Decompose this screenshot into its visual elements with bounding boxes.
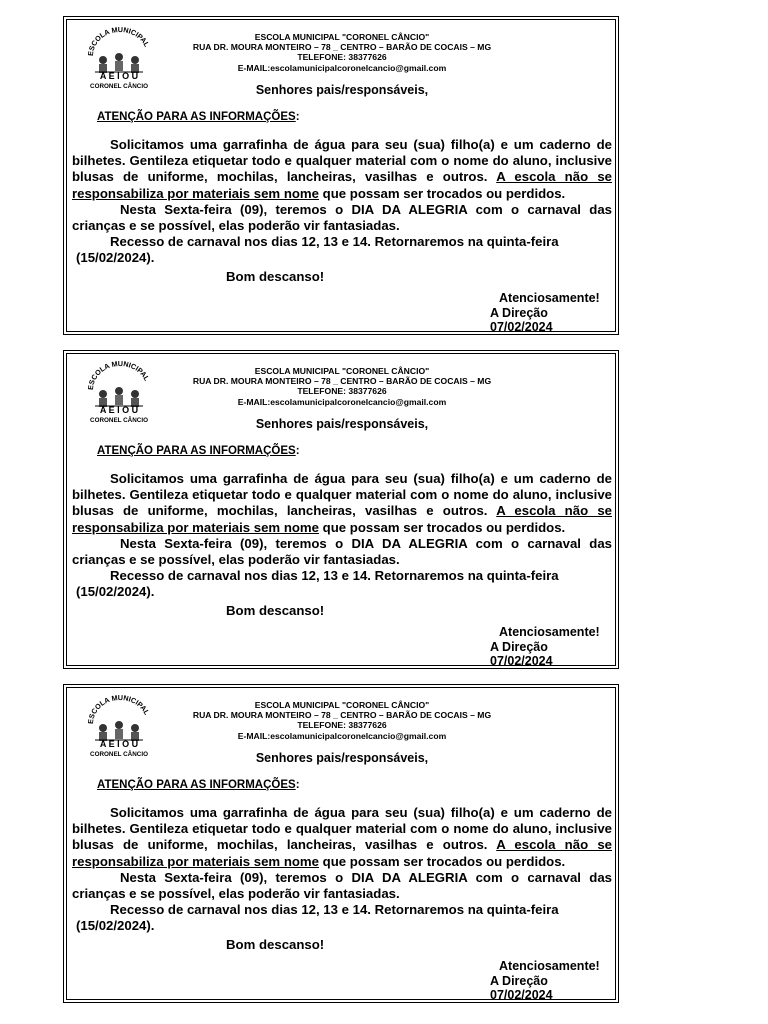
svg-text:ESCOLA MUNICIPAL bbox=[86, 360, 152, 390]
closing: Atenciosamente! bbox=[499, 625, 600, 639]
salutation: Senhores pais/responsáveis, bbox=[255, 751, 429, 765]
school-phone: TELEFONE: 38377626 bbox=[297, 720, 387, 731]
school-address: RUA DR. MOURA MONTEIRO – 78 _ CENTRO – BARÃO DE COCAIS – MG bbox=[192, 376, 492, 387]
school-logo bbox=[85, 360, 153, 424]
logo-text-top: ESCOLA MUNICIPAL bbox=[85, 694, 152, 725]
signature-block bbox=[490, 291, 610, 335]
logo-text-bottom: CORONEL CÂNCIO bbox=[90, 751, 148, 758]
paragraph-recess-line2: (15/02/2024). bbox=[76, 250, 155, 266]
paragraph-carnival-day: Nesta Sexta-feira (09), teremos o DIA DA ALEGRIA com o carnaval das crianças e se possível, elas poderão vir fantasiadas. bbox=[72, 869, 612, 902]
notice-date: 07/02/2024 bbox=[490, 988, 553, 1002]
notice-date: 07/02/2024 bbox=[490, 320, 553, 334]
paragraph-materials: Solicitamos uma garrafinha de água para seu (sua) filho(a) e um caderno de bilhetes. Gentileza etiquetar todo e qualquer material com o nome do aluno, inclusive blusas de uniforme, mochilas, lancheiras, vasilhas e outros. A escola não se responsabiliza por materiais sem nome que possam ser trocados ou perdidos. bbox=[72, 805, 612, 869]
logo-text-top: ESCOLA MUNICIPAL bbox=[85, 360, 152, 391]
logo-text-bottom: CORONEL CÂNCIO bbox=[90, 417, 148, 424]
paragraph-recess-line2: (15/02/2024). bbox=[76, 918, 155, 934]
paragraph-recess-line2: (15/02/2024). bbox=[76, 584, 155, 600]
notice-card-3 bbox=[66, 687, 616, 1000]
salutation: Senhores pais/responsáveis, bbox=[255, 417, 429, 431]
school-header bbox=[157, 366, 527, 407]
paragraph-materials: Solicitamos uma garrafinha de água para seu (sua) filho(a) e um caderno de bilhetes. Gentileza etiquetar todo e qualquer material com o nome do aluno, inclusive blusas de uniforme, mochilas, lancheiras, vasilhas e outros. A escola não se responsabiliza por materiais sem nome que possam ser trocados ou perdidos. bbox=[72, 137, 612, 201]
logo-vowels: A E I O U bbox=[99, 739, 139, 749]
svg-text:ESCOLA MUNICIPAL bbox=[86, 694, 152, 724]
notice-card-1 bbox=[66, 19, 616, 332]
school-name: ESCOLA MUNICIPAL "CORONEL CÂNCIO" bbox=[254, 32, 430, 42]
school-name: ESCOLA MUNICIPAL "CORONEL CÂNCIO" bbox=[254, 700, 430, 710]
logo-vowels: A E I O U bbox=[99, 405, 139, 415]
school-phone: TELEFONE: 38377626 bbox=[297, 52, 387, 63]
school-logo bbox=[85, 694, 153, 758]
school-address: RUA DR. MOURA MONTEIRO – 78 _ CENTRO – BARÃO DE COCAIS – MG bbox=[192, 710, 492, 721]
attention-heading: ATENÇÃO PARA AS INFORMAÇÕES: bbox=[97, 779, 300, 791]
farewell: Bom descanso! bbox=[226, 268, 325, 284]
salutation: Senhores pais/responsáveis, bbox=[255, 83, 429, 97]
paragraph-carnival-day: Nesta Sexta-feira (09), teremos o DIA DA ALEGRIA com o carnaval das crianças e se possível, elas poderão vir fantasiadas. bbox=[72, 535, 612, 568]
school-email: E-MAIL:escolamunicipalcoronelcancio@gmail.com bbox=[237, 730, 447, 741]
children-figures-icon bbox=[95, 721, 143, 741]
closing: Atenciosamente! bbox=[499, 959, 600, 973]
school-logo bbox=[85, 26, 153, 90]
school-name: ESCOLA MUNICIPAL "CORONEL CÂNCIO" bbox=[254, 366, 430, 376]
paragraph-recess-line1: Recesso de carnaval nos dias 12, 13 e 14. Retornaremos na quinta-feira bbox=[110, 234, 559, 250]
paragraph-recess-line1: Recesso de carnaval nos dias 12, 13 e 14. Retornaremos na quinta-feira bbox=[110, 902, 559, 918]
attention-heading: ATENÇÃO PARA AS INFORMAÇÕES: bbox=[97, 111, 300, 123]
signature: A Direção bbox=[490, 973, 548, 988]
children-figures-icon bbox=[95, 53, 143, 73]
notice-body bbox=[72, 805, 612, 953]
notice-body bbox=[72, 471, 612, 619]
notice-date: 07/02/2024 bbox=[490, 654, 553, 668]
paragraph-materials: Solicitamos uma garrafinha de água para seu (sua) filho(a) e um caderno de bilhetes. Gentileza etiquetar todo e qualquer material com o nome do aluno, inclusive blusas de uniforme, mochilas, lancheiras, vasilhas e outros. A escola não se responsabiliza por materiais sem nome que possam ser trocados ou perdidos. bbox=[72, 471, 612, 535]
farewell: Bom descanso! bbox=[226, 602, 325, 618]
school-address: RUA DR. MOURA MONTEIRO – 78 _ CENTRO – BARÃO DE COCAIS – MG bbox=[192, 42, 492, 53]
signature: A Direção bbox=[490, 305, 548, 320]
notice-card-2 bbox=[66, 353, 616, 666]
farewell: Bom descanso! bbox=[226, 936, 325, 952]
logo-text-bottom: CORONEL CÂNCIO bbox=[90, 83, 148, 90]
signature-block bbox=[490, 625, 610, 669]
paragraph-carnival-day: Nesta Sexta-feira (09), teremos o DIA DA ALEGRIA com o carnaval das crianças e se possível, elas poderão vir fantasiadas. bbox=[72, 201, 612, 234]
school-email: E-MAIL:escolamunicipalcoronelcancio@gmail.com bbox=[237, 62, 447, 73]
children-figures-icon bbox=[95, 387, 143, 407]
school-email: E-MAIL:escolamunicipalcoronelcancio@gmail.com bbox=[237, 396, 447, 407]
logo-vowels: A E I O U bbox=[99, 71, 139, 81]
paragraph-recess-line1: Recesso de carnaval nos dias 12, 13 e 14. Retornaremos na quinta-feira bbox=[110, 568, 559, 584]
svg-text:ESCOLA MUNICIPAL bbox=[86, 26, 152, 56]
signature: A Direção bbox=[490, 639, 548, 654]
attention-heading: ATENÇÃO PARA AS INFORMAÇÕES: bbox=[97, 445, 300, 457]
logo-text-top: ESCOLA MUNICIPAL bbox=[85, 26, 152, 57]
signature-block bbox=[490, 959, 610, 1003]
school-phone: TELEFONE: 38377626 bbox=[297, 386, 387, 397]
school-header bbox=[157, 32, 527, 73]
closing: Atenciosamente! bbox=[499, 291, 600, 305]
school-header bbox=[157, 700, 527, 741]
notice-body bbox=[72, 137, 612, 285]
